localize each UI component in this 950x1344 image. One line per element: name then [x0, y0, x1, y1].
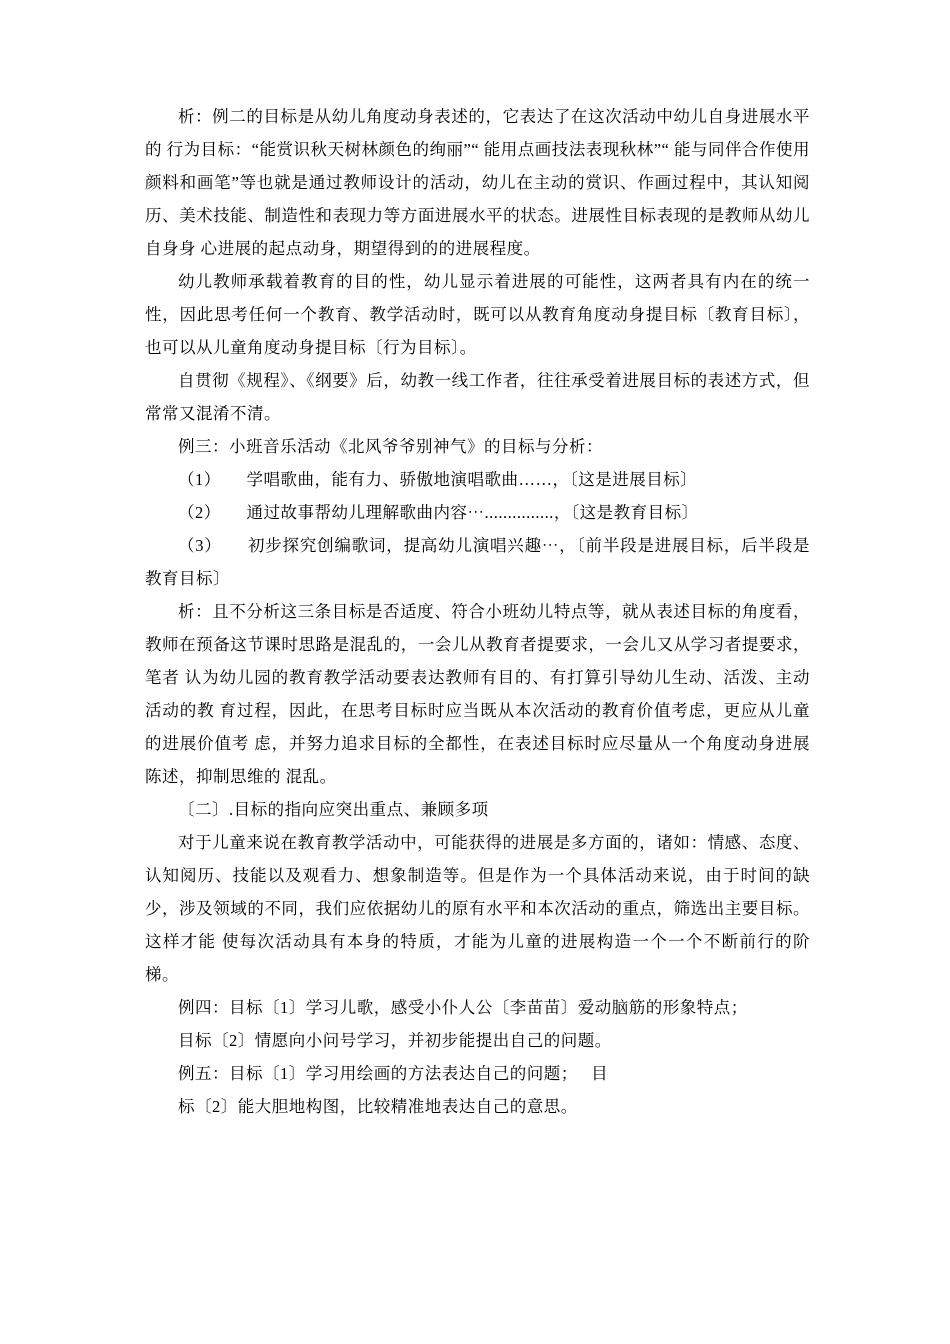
paragraph-example3-heading: 例三：小班音乐活动《北风爷爷别神气》的目标与分析：: [178, 437, 603, 456]
paragraph-example4-goal2: 目标〔2〕情愿向小问号学习，并初步能提出自己的问题。: [178, 1031, 612, 1050]
paragraph-example4-goal1: 例四：目标〔1〕学习儿歌，感受小仆人公〔李苗苗〕爱动脑筋的形象特点；: [178, 998, 748, 1017]
paragraph-example5-goal2: 标〔2〕能大胆地构图，比较精准地表达自己的意思。: [178, 1097, 578, 1116]
paragraph-regulations: 自贯彻《规程》、《纲要》后，幼教一线工作者，往往承受着进展目标的表述方式，但常常又混淆不清。: [145, 371, 810, 423]
list-item-3: （3） 初步探究创编歌词，提高幼儿演唱兴趣⋯，〔前半段是进展目标，后半段是教育目标〕: [145, 536, 810, 588]
paragraph-analysis-example3: 析：且不分析这三条目标是否适度、符合小班幼儿特点等，就从表述目标的角度看，教师在预备这节课时思路是混乱的，一会儿从教育者提要求，一会儿又从学习者提要求，笔者 认为幼儿园的教育教学活动要表达教师有目的、有打算引导幼儿生动、活泼、主动活动的教 育过程，因此，在思考目标时应当既从本次活动的教育价值考虑，更应从儿童的进展价值考 虑，并努力追求目标的全都性，在表述目标时应尽量从一个角度动身进展陈述，抑制思维的 混乱。: [145, 602, 810, 786]
paragraph-example5-goal1: 例五：目标〔1〕学习用绘画的方法表达自己的问题； 目: [178, 1064, 609, 1083]
document-content: [145, 100, 810, 1123]
paragraph-teacher-purpose: 幼儿教师承载着教育的目的性，幼儿显示着进展的可能性，这两者具有内在的统一性，因此思考任何一个教育、教学活动时，既可以从教育角度动身提目标〔教育目标〕，也可以从儿童角度动身提目标〔行为目标〕。: [145, 272, 810, 357]
paragraph-analysis-example2: 析：例二的目标是从幼儿角度动身表述的，它表达了在这次活动中幼儿自身进展水平的 行为目标：“能赏识秋天树林颜色的绚丽”“ 能用点画技法表现秋林”“ 能与同伴合作使用颜料和画笔”等也就是通过教师设计的活动，幼儿在主动的赏识、作画过程中，其认知阅历、美术技能、制造性和表现力等方面进展水平的状态。进展性目标表现的是教师从幼儿自身身 心进展的起点动身，期望得到的的进展程度。: [145, 107, 810, 258]
list-item-2: （2） 通过故事帮幼儿理解歌曲内容⋯...............，〔这是教育目标〕: [178, 503, 699, 522]
list-item-1: （1） 学唱歌曲，能有力、骄傲地演唱歌曲……，〔这是进展目标〕: [178, 470, 698, 489]
paragraph-child-development: 对于儿童来说在教育教学活动中，可能获得的进展是多方面的，诸如：情感、态度、认知阅历、技能以及观看力、想象制造等。但是作为一个具体活动来说，由于时间的缺少，涉及领域的不同，我们应依据幼儿的原有水平和本次活动的重点，筛选出主要目标。这样才能 使每次活动具有本身的特质，才能为儿童的进展构造一个一个不断前行的阶梯。: [145, 833, 810, 984]
paragraph-section-heading: 〔二〕.目标的指向应突出重点、兼顾多项: [178, 800, 489, 819]
